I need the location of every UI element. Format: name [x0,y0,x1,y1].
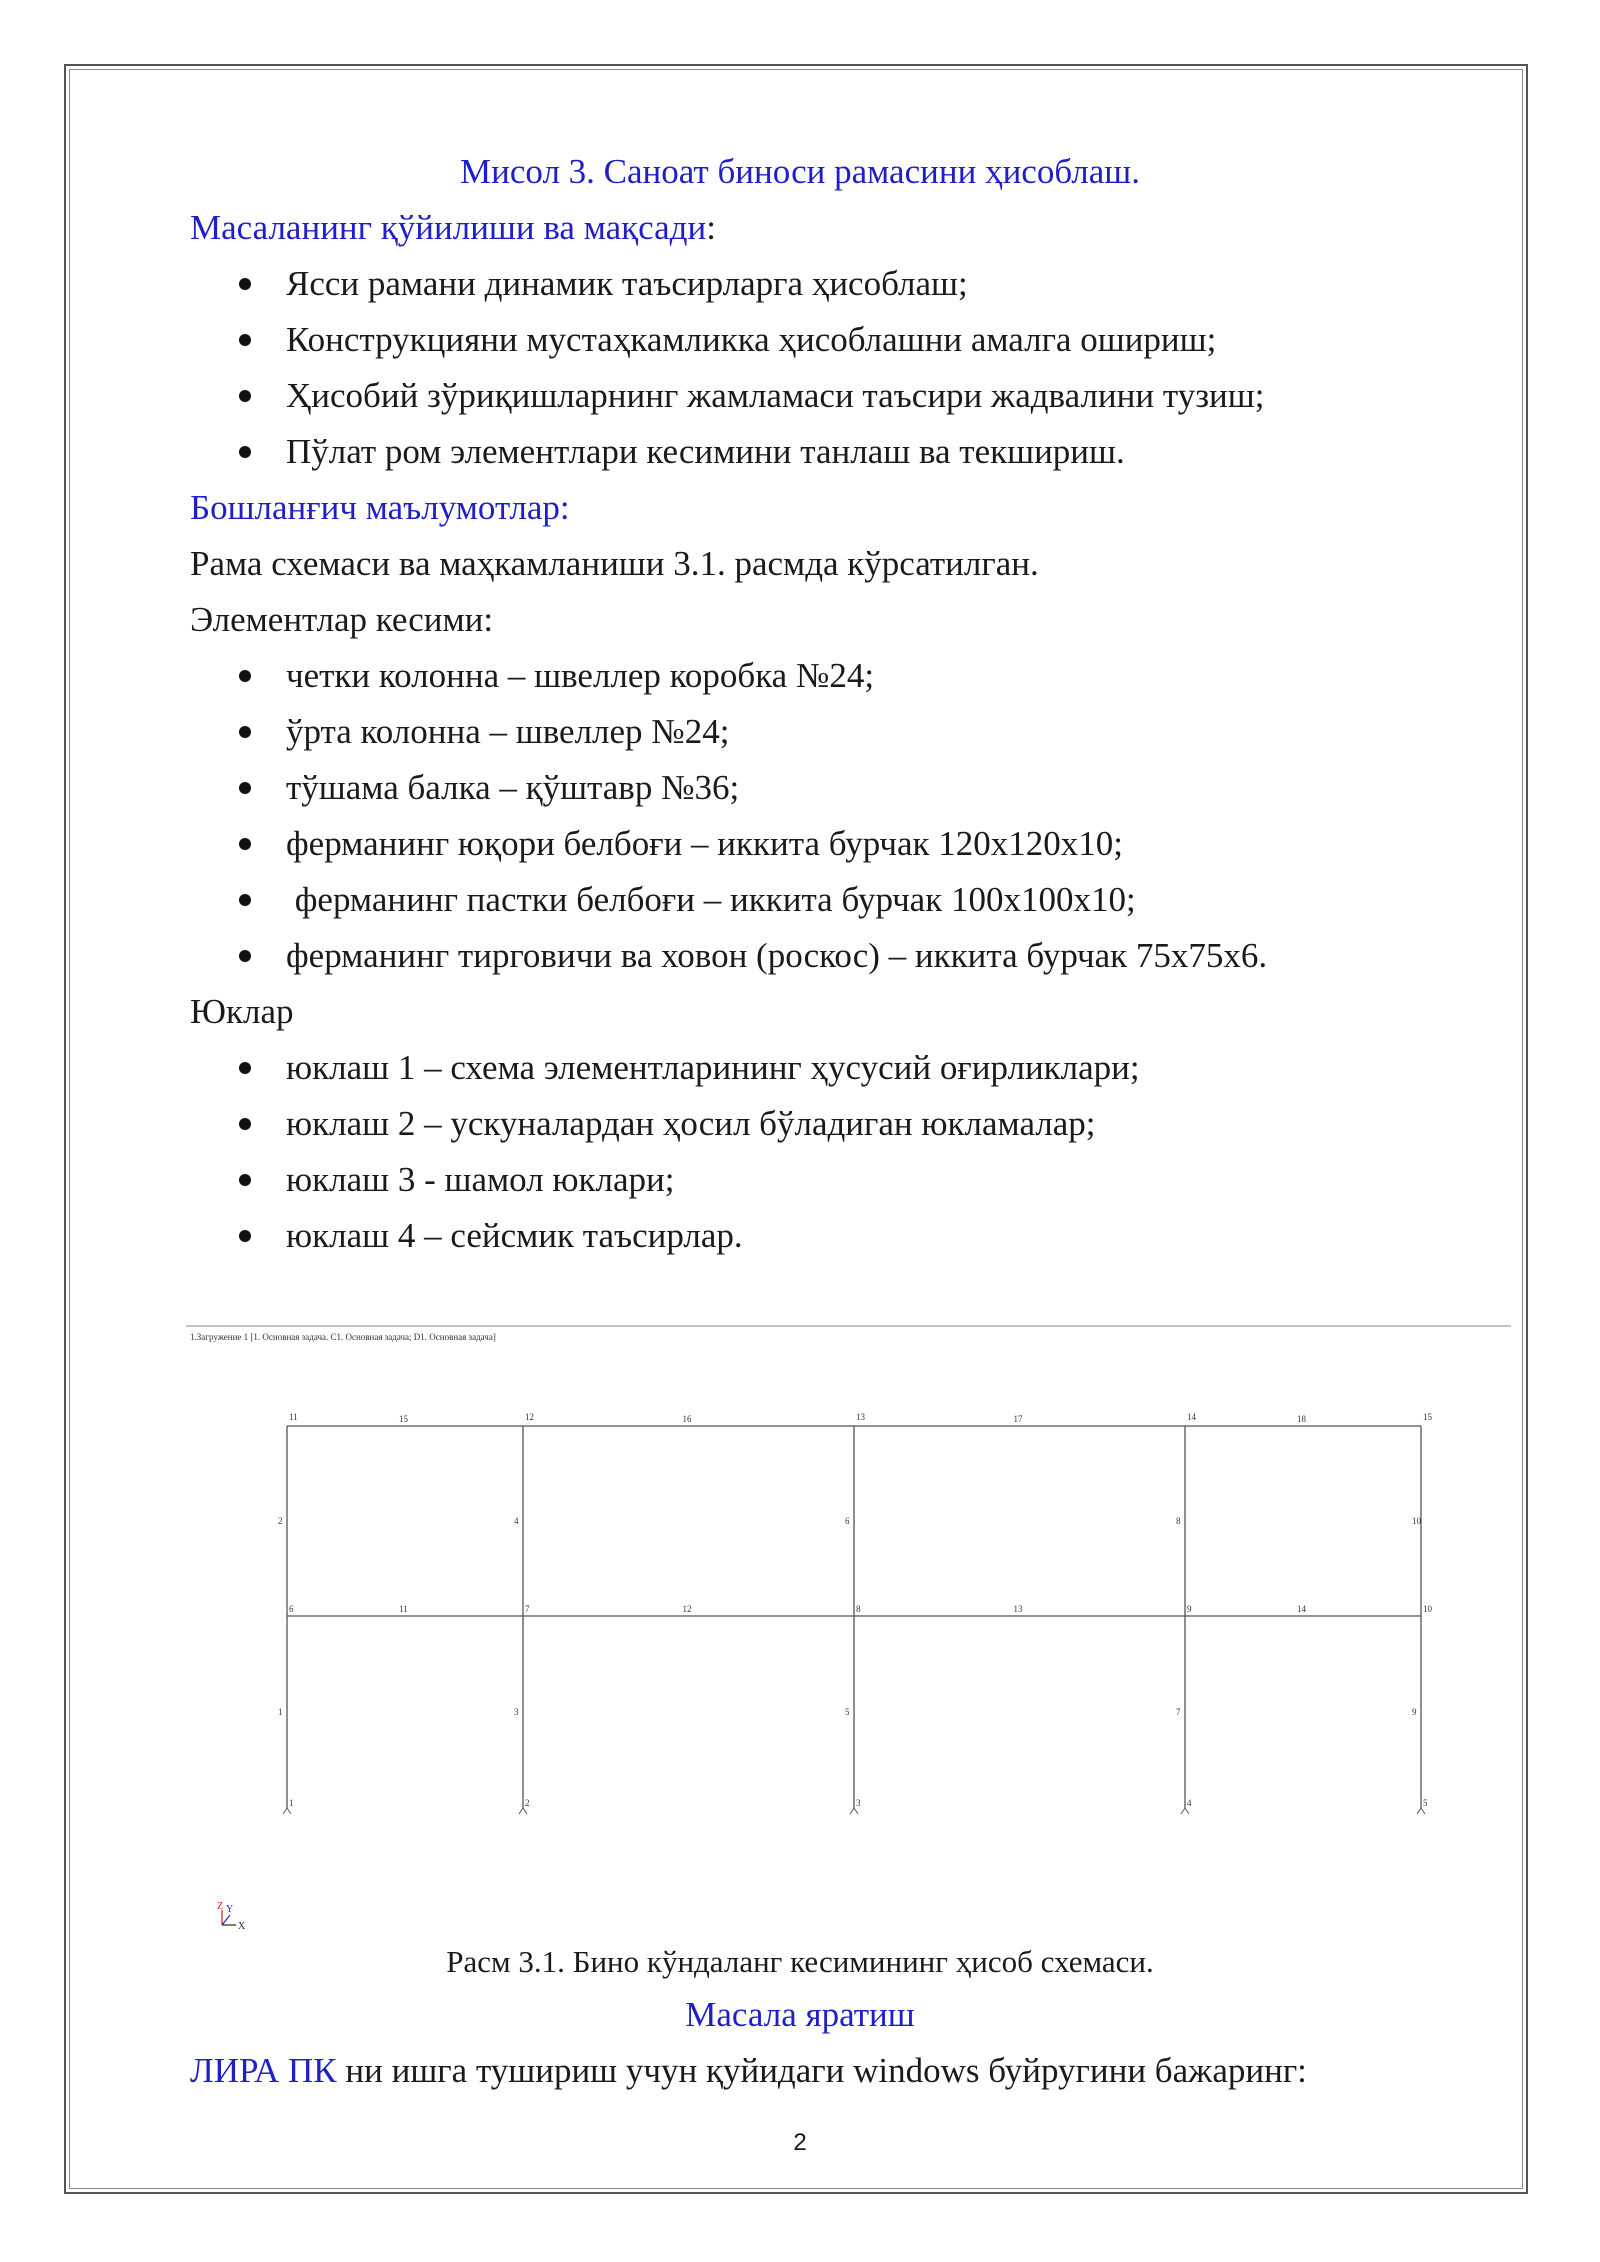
node-label: 4 [1187,1798,1192,1808]
axis-z-label: Z [217,1901,224,1912]
fixed-support-icon [519,1808,527,1814]
element-label: 11 [399,1604,408,1614]
bullet-icon [239,726,251,738]
node-label: 10 [1423,1604,1432,1614]
bullet-icon [239,390,251,402]
fixed-support-icon [1181,1808,1189,1814]
bullet-icon [239,1230,251,1242]
list-item-text: ферманинг юқори белбоғи – иккита бурчак 120х120х10; [286,824,1123,863]
bullet-icon [239,894,251,906]
list-item [190,1152,1140,1208]
bullet-icon [239,1118,251,1130]
section-goals-heading-colon: : [706,208,716,247]
element-label: 4 [514,1516,519,1526]
element-label: 15 [399,1414,408,1424]
list-item-text: юклаш 3 - шамол юклари; [286,1160,675,1199]
node-label: 12 [525,1412,534,1422]
list-item [190,648,1267,704]
fixed-support-icon [1417,1808,1425,1814]
list-item [190,704,1267,760]
list-item [190,1208,1140,1264]
figure-header-text: 1.Загружение 1 [1. Основная задача. C1. Основная задача; D1. Основная задача] [190,1332,496,1342]
list-item-text: юклаш 1 – схема элементларининг ҳусусий оғирликлари; [286,1048,1140,1087]
node-label: 5 [1423,1798,1428,1808]
node-label: 3 [856,1798,861,1808]
bullet-icon [239,1174,251,1186]
fixed-support-icon [283,1808,291,1814]
node-label: 13 [856,1412,865,1422]
list-item-text: Ясси рамани динамик таъсирларга ҳисоблаш; [286,264,968,303]
list-item-text: ферманинг тирговичи ва ховон (роскос) – иккита бурчак 75х75х6. [286,936,1268,975]
list-item-text: ферманинг пастки белбоғи – иккита бурчак 100х100х10; [286,880,1136,919]
element-label: 17 [1013,1414,1023,1424]
list-item-text: Пўлат ром элементлари кесимини танлаш ва текшириш. [286,432,1125,471]
subsection-title: Масала яратиш [685,1995,915,2034]
axis-y-line [222,1915,230,1925]
launch-instruction [190,2049,1307,2093]
axis-y-label: Y [226,1904,234,1915]
list-item-text: Конструкцияни мустаҳкамликка ҳисоблашни амалга ошириш; [286,320,1217,359]
element-label: 7 [1176,1707,1181,1717]
list-item [190,1096,1140,1152]
node-label: 6 [289,1604,294,1614]
list-item-text: тўшама балка – қўштавр №36; [286,768,740,807]
bullet-icon [239,782,251,794]
node-label: 9 [1187,1604,1192,1614]
list-item-text: Ҳисобий зўриқишларнинг жамламаси таъсири жадвалини тузиш; [286,376,1265,415]
bullet-icon [239,838,251,850]
bullet-icon [239,950,251,962]
bullet-icon [239,670,251,682]
list-item [190,760,1267,816]
element-sections-label: Элементлар кесими: [190,600,494,639]
section-goals-heading [190,206,716,250]
axis-triad-icon [217,1901,246,1932]
node-label: 11 [289,1412,298,1422]
element-label: 12 [682,1604,692,1614]
element-label: 3 [514,1707,519,1717]
list-item-text: юклаш 2 – ускуналардан ҳосил бўладиган юкламалар; [286,1104,1096,1143]
figure-caption: Расм 3.1. Бино кўндаланг кесимининг ҳисоб схемаси. [446,1944,1154,1979]
frame-scheme-paragraph: Рама схемаси ва маҳкамланиши 3.1. расмда кўрсатилган. [190,544,1039,583]
list-item [190,424,1264,480]
node-label: 15 [1423,1412,1432,1422]
element-label: 16 [682,1414,692,1424]
element-label: 8 [1176,1516,1181,1526]
element-label: 9 [1412,1707,1417,1717]
frame-scheme-svg [186,1318,1516,1938]
list-item-text: юклаш 4 – сейсмик таъсирлар. [286,1216,743,1255]
node-label: 2 [525,1798,530,1808]
list-item [190,872,1267,928]
lira-link[interactable]: ЛИРА ПК [190,2051,337,2090]
loads-heading: Юклар [190,992,294,1031]
frame-scheme-figure [186,1318,1516,1938]
element-label: 14 [1297,1604,1306,1614]
axis-x-label: X [238,1921,246,1932]
section-goals-heading-text: Масаланинг қўйилиши ва мақсади [190,208,707,247]
list-item [190,256,1264,312]
element-sections-list [190,648,1267,984]
element-label: 6 [845,1516,850,1526]
list-item [190,368,1264,424]
bullet-icon [239,334,251,346]
goals-list [190,256,1264,480]
section-input-heading: Бошланғич маълумотлар: [190,488,570,527]
element-label: 13 [1013,1604,1023,1614]
list-item-text: четки колонна – швеллер коробка №24; [286,656,875,695]
launch-instruction-text: ни ишга тушириш учун қуйидаги windows буйругини бажаринг: [336,2051,1307,2090]
element-label: 1 [278,1707,283,1717]
node-label: 1 [289,1798,294,1808]
bullet-icon [239,1062,251,1074]
page-number: 2 [793,2129,807,2156]
element-label: 18 [1297,1414,1306,1424]
element-label: 10 [1412,1516,1421,1526]
list-item [190,1040,1140,1096]
list-item-text: ўрта колонна – швеллер №24; [286,712,730,751]
list-item [190,312,1264,368]
bullet-icon [239,446,251,458]
node-label: 7 [525,1604,530,1614]
loads-list [190,1040,1140,1264]
element-label: 5 [845,1707,850,1717]
frame-geometry [278,1412,1433,1814]
list-item [190,928,1267,984]
list-item [190,816,1267,872]
element-label: 2 [278,1516,283,1526]
document-title: Мисол 3. Саноат биноси рамасини ҳисоблаш. [460,152,1140,191]
node-label: 14 [1187,1412,1196,1422]
bullet-icon [239,278,251,290]
node-label: 8 [856,1604,861,1614]
fixed-support-icon [850,1808,858,1814]
